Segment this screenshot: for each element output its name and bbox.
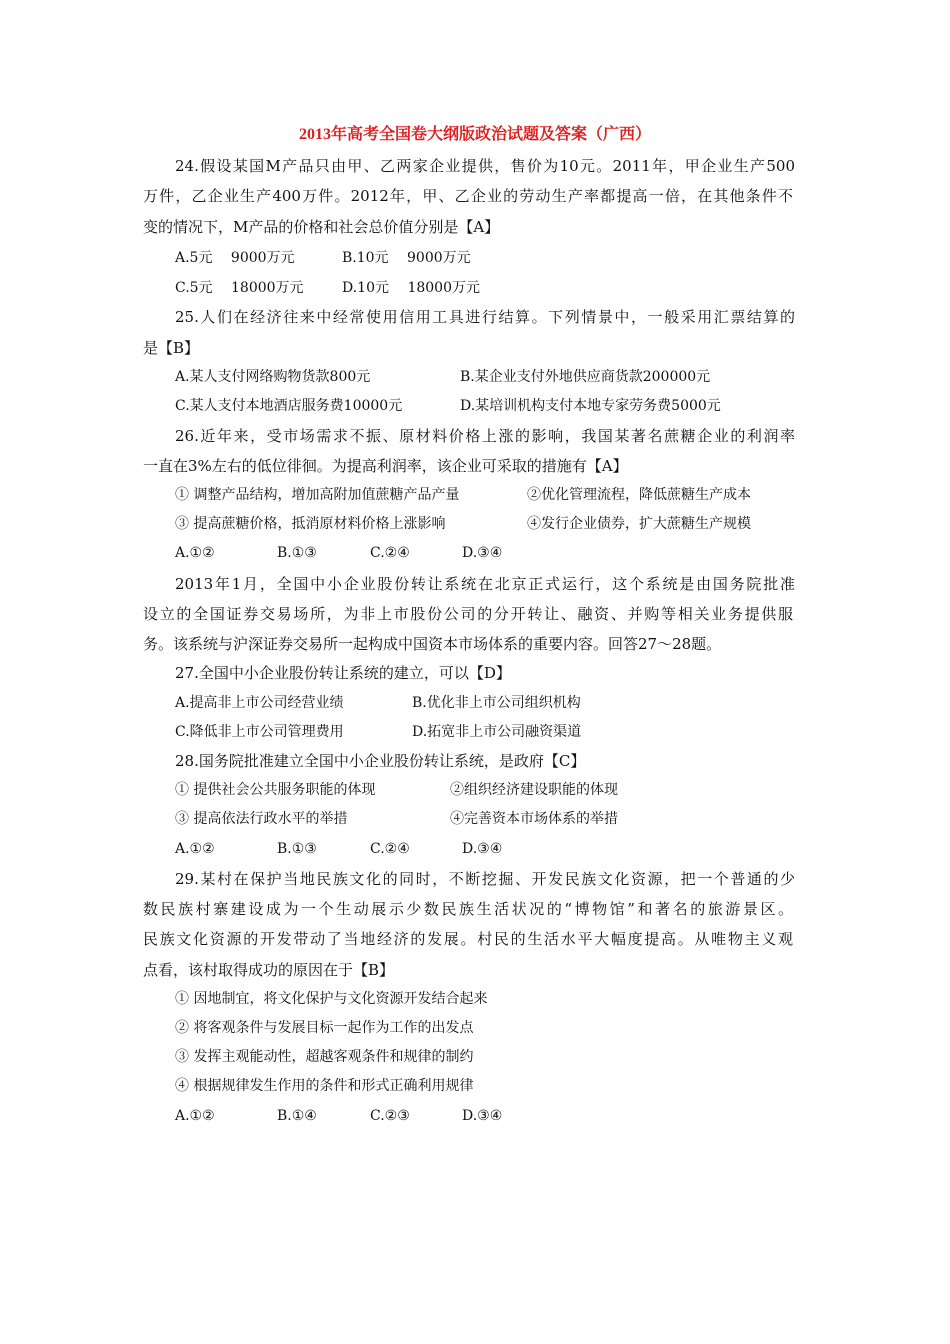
q25-option-b: B.某企业支付外地供应商货款200000元: [460, 369, 711, 385]
q24-option-c: C.5元 18000万元: [175, 280, 304, 296]
q24-option-a: A.5元 9000万元: [175, 250, 295, 266]
q29-stem-line-1: 29.某村在保护当地民族文化的同时，不断挖掘、开发民族文化资源，把一个普通的少: [175, 870, 795, 888]
q24-option-b: B.10元 9000万元: [342, 250, 471, 266]
q28-item-1: ① 提供社会公共服务职能的体现: [175, 782, 376, 798]
q28-option-b: B.①③: [277, 841, 317, 857]
q29-stem-line-4: 点看，该村取得成功的原因在于【B】: [143, 961, 395, 979]
q26-option-c: C.②④: [370, 545, 410, 561]
q24-option-d: D.10元 18000万元: [342, 280, 480, 296]
q28-item-3: ③ 提高依法行政水平的举措: [175, 811, 348, 827]
material-line-2: 设立的全国证券交易场所，为非上市股份公司的分开转让、融资、并购等相关业务提供服: [143, 605, 793, 623]
q26-item-2: ②优化管理流程，降低蔗糖生产成本: [527, 487, 751, 503]
q24-stem-line-3: 变的情况下，M产品的价格和社会总价值分别是【A】: [143, 218, 500, 236]
q26-option-b: B.①③: [277, 545, 317, 561]
q26-stem-line-2: 一直在3%左右的低位徘徊。为提高利润率，该企业可采取的措施有【A】: [143, 457, 628, 475]
q27-option-a: A.提高非上市公司经营业绩: [175, 695, 344, 711]
q24-stem-line-1: 24.假设某国M产品只由甲、乙两家企业提供，售价为10元。2011年，甲企业生产500: [175, 157, 795, 175]
q29-stem-line-2: 数民族村寨建设成为一个生动展示少数民族生活状况的“博物馆”和著名的旅游景区。: [143, 900, 793, 918]
q27-option-c: C.降低非上市公司管理费用: [175, 724, 344, 740]
q29-stem-line-3: 民族文化资源的开发带动了当地经济的发展。村民的生活水平大幅度提高。从唯物主义观: [143, 930, 793, 948]
q25-option-d: D.某培训机构支付本地专家劳务费5000元: [460, 398, 721, 414]
q27-option-b: B.优化非上市公司组织机构: [412, 695, 581, 711]
q29-item-1: ① 因地制宜，将文化保护与文化资源开发结合起来: [175, 991, 488, 1007]
q27-stem: 27.全国中小企业股份转让系统的建立，可以【D】: [175, 664, 511, 682]
material-line-1: 2013年1月，全国中小企业股份转让系统在北京正式运行，这个系统是由国务院批准: [175, 575, 795, 593]
q29-item-4: ④ 根据规律发生作用的条件和形式正确利用规律: [175, 1078, 474, 1094]
q25-option-a: A.某人支付网络购物货款800元: [175, 369, 371, 385]
q29-option-d: D.③④: [462, 1108, 503, 1124]
q26-stem-line-1: 26.近年来，受市场需求不振、原材料价格上涨的影响，我国某著名蔗糖企业的利润率: [175, 427, 795, 445]
q29-option-a: A.①②: [175, 1108, 215, 1124]
q28-option-d: D.③④: [462, 841, 503, 857]
q27-option-d: D.拓宽非上市公司融资渠道: [412, 724, 582, 740]
q24-stem-line-2: 万件，乙企业生产400万件。2012年，甲、乙企业的劳动生产率都提高一倍，在其他条件不: [143, 187, 793, 205]
q28-option-a: A.①②: [175, 841, 215, 857]
q25-stem-line-1: 25.人们在经济往来中经常使用信用工具进行结算。下列情景中，一般采用汇票结算的: [175, 308, 795, 326]
q26-item-4: ④发行企业债券，扩大蔗糖生产规模: [527, 516, 751, 532]
q28-item-4: ④完善资本市场体系的举措: [450, 811, 618, 827]
document-title: 2013年高考全国卷大纲版政治试题及答案（广西）: [298, 126, 651, 143]
material-line-3: 务。该系统与沪深证券交易所一起构成中国资本市场体系的重要内容。回答27～28题。: [143, 635, 722, 653]
q26-option-d: D.③④: [462, 545, 503, 561]
q29-option-b: B.①④: [277, 1108, 317, 1124]
q29-item-3: ③ 发挥主观能动性，超越客观条件和规律的制约: [175, 1049, 474, 1065]
q25-option-c: C.某人支付本地酒店服务费10000元: [175, 398, 403, 414]
q28-option-c: C.②④: [370, 841, 410, 857]
q29-item-2: ② 将客观条件与发展目标一起作为工作的出发点: [175, 1020, 474, 1036]
q29-option-c: C.②③: [370, 1108, 410, 1124]
q26-item-1: ① 调整产品结构，增加高附加值蔗糖产品产量: [175, 487, 460, 503]
q26-item-3: ③ 提高蔗糖价格，抵消原材料价格上涨影响: [175, 516, 446, 532]
q28-item-2: ②组织经济建设职能的体现: [450, 782, 618, 798]
q28-stem: 28.国务院批准建立全国中小企业股份转让系统，是政府【C】: [175, 752, 586, 770]
q25-stem-line-2: 是【B】: [143, 339, 200, 357]
q26-option-a: A.①②: [175, 545, 215, 561]
